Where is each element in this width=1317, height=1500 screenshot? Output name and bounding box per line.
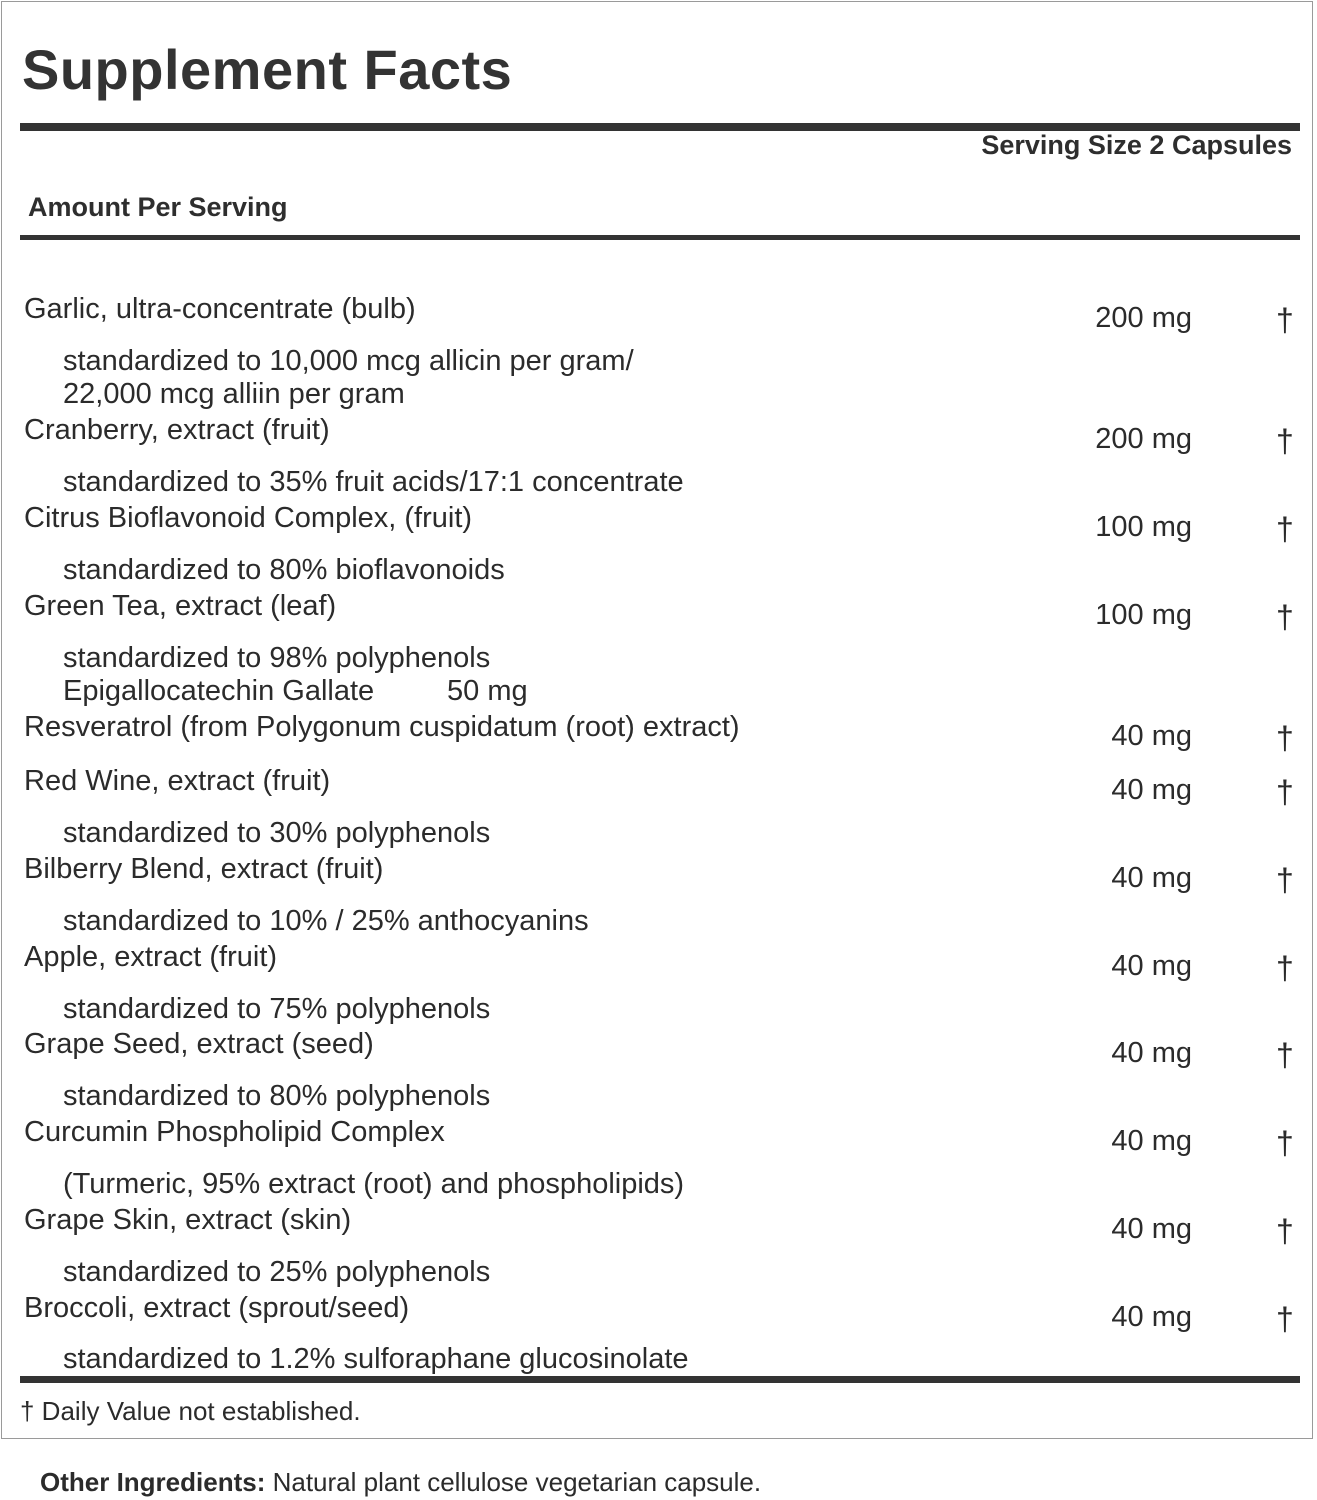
dagger-mark: † [1276,1037,1294,1073]
dagger-mark: † [1276,1213,1294,1249]
dagger-mark: † [1276,423,1294,459]
ingredient-detail: standardized to 80% bioflavonoids [63,554,505,586]
ingredient-detail: standardized to 75% polyphenols [63,993,491,1025]
ingredient-detail: standardized to 35% fruit acids/17:1 concentrate [63,466,684,498]
ingredient-name: Resveratrol (from Polygonum cuspidatum (root) extract) [24,711,740,743]
dagger-mark: † [1276,599,1294,635]
dagger-mark: † [1276,950,1294,986]
ingredient-name: Garlic, ultra-concentrate (bulb) [24,293,416,325]
ingredient-amount: 40 mg [1111,1037,1192,1069]
ingredient-name: Red Wine, extract (fruit) [24,765,331,797]
ingredient-amount: 200 mg [1095,423,1192,455]
ingredient-detail: 22,000 mcg alliin per gram [63,378,405,410]
ingredient-name: Grape Seed, extract (seed) [24,1028,374,1060]
supplement-facts-panel [1,1,1313,1439]
header-divider [20,235,1300,240]
ingredient-name: Curcumin Phospholipid Complex [24,1116,445,1148]
ingredient-name: Broccoli, extract (sprout/seed) [24,1292,410,1324]
ingredient-amount: 40 mg [1111,1213,1192,1245]
serving-size: Serving Size 2 Capsules [981,130,1292,160]
ingredient-detail: standardized to 98% polyphenols [63,642,491,674]
daily-value-footnote: † Daily Value not established. [20,1396,361,1426]
ingredient-name: Citrus Bioflavonoid Complex, (fruit) [24,502,473,534]
ingredient-amount: 40 mg [1111,1125,1192,1157]
ingredient-amount: 40 mg [1111,950,1192,982]
ingredient-amount: 40 mg [1111,1301,1192,1333]
dagger-mark: † [1276,862,1294,898]
other-ingredients-text: Natural plant cellulose vegetarian capsule. [265,1467,762,1497]
ingredient-detail-amount: 50 mg [447,675,528,707]
ingredient-detail: standardized to 30% polyphenols [63,817,491,849]
bottom-divider [20,1376,1300,1383]
dagger-mark: † [1276,302,1294,338]
ingredient-amount: 200 mg [1095,302,1192,334]
ingredient-detail: standardized to 25% polyphenols [63,1256,491,1288]
ingredient-name: Green Tea, extract (leaf) [24,590,337,622]
other-ingredients [40,1466,761,1498]
ingredient-amount: 100 mg [1095,511,1192,543]
ingredient-amount: 40 mg [1111,862,1192,894]
ingredient-detail: standardized to 80% polyphenols [63,1080,491,1112]
panel-title: Supplement Facts [22,38,513,101]
ingredient-name: Bilberry Blend, extract (fruit) [24,853,384,885]
dagger-mark: † [1276,511,1294,547]
dagger-mark: † [1276,1301,1294,1337]
ingredient-amount: 40 mg [1111,774,1192,806]
ingredient-name: Apple, extract (fruit) [24,941,278,973]
ingredient-name: Cranberry, extract (fruit) [24,414,330,446]
ingredient-detail: standardized to 1.2% sulforaphane glucosinolate [63,1343,689,1375]
amount-per-serving-header: Amount Per Serving [28,192,288,222]
ingredient-name: Grape Skin, extract (skin) [24,1204,352,1236]
ingredient-detail: Epigallocatechin Gallate [63,675,375,707]
dagger-mark: † [1276,774,1294,810]
ingredient-detail: (Turmeric, 95% extract (root) and phospholipids) [63,1168,685,1200]
ingredient-amount: 40 mg [1111,720,1192,752]
dagger-mark: † [1276,720,1294,756]
ingredient-detail: standardized to 10,000 mcg allicin per gram/ [63,345,634,377]
dagger-mark: † [1276,1125,1294,1161]
ingredient-amount: 100 mg [1095,599,1192,631]
other-ingredients-label: Other Ingredients: [40,1467,266,1497]
ingredient-detail: standardized to 10% / 25% anthocyanins [63,905,589,937]
